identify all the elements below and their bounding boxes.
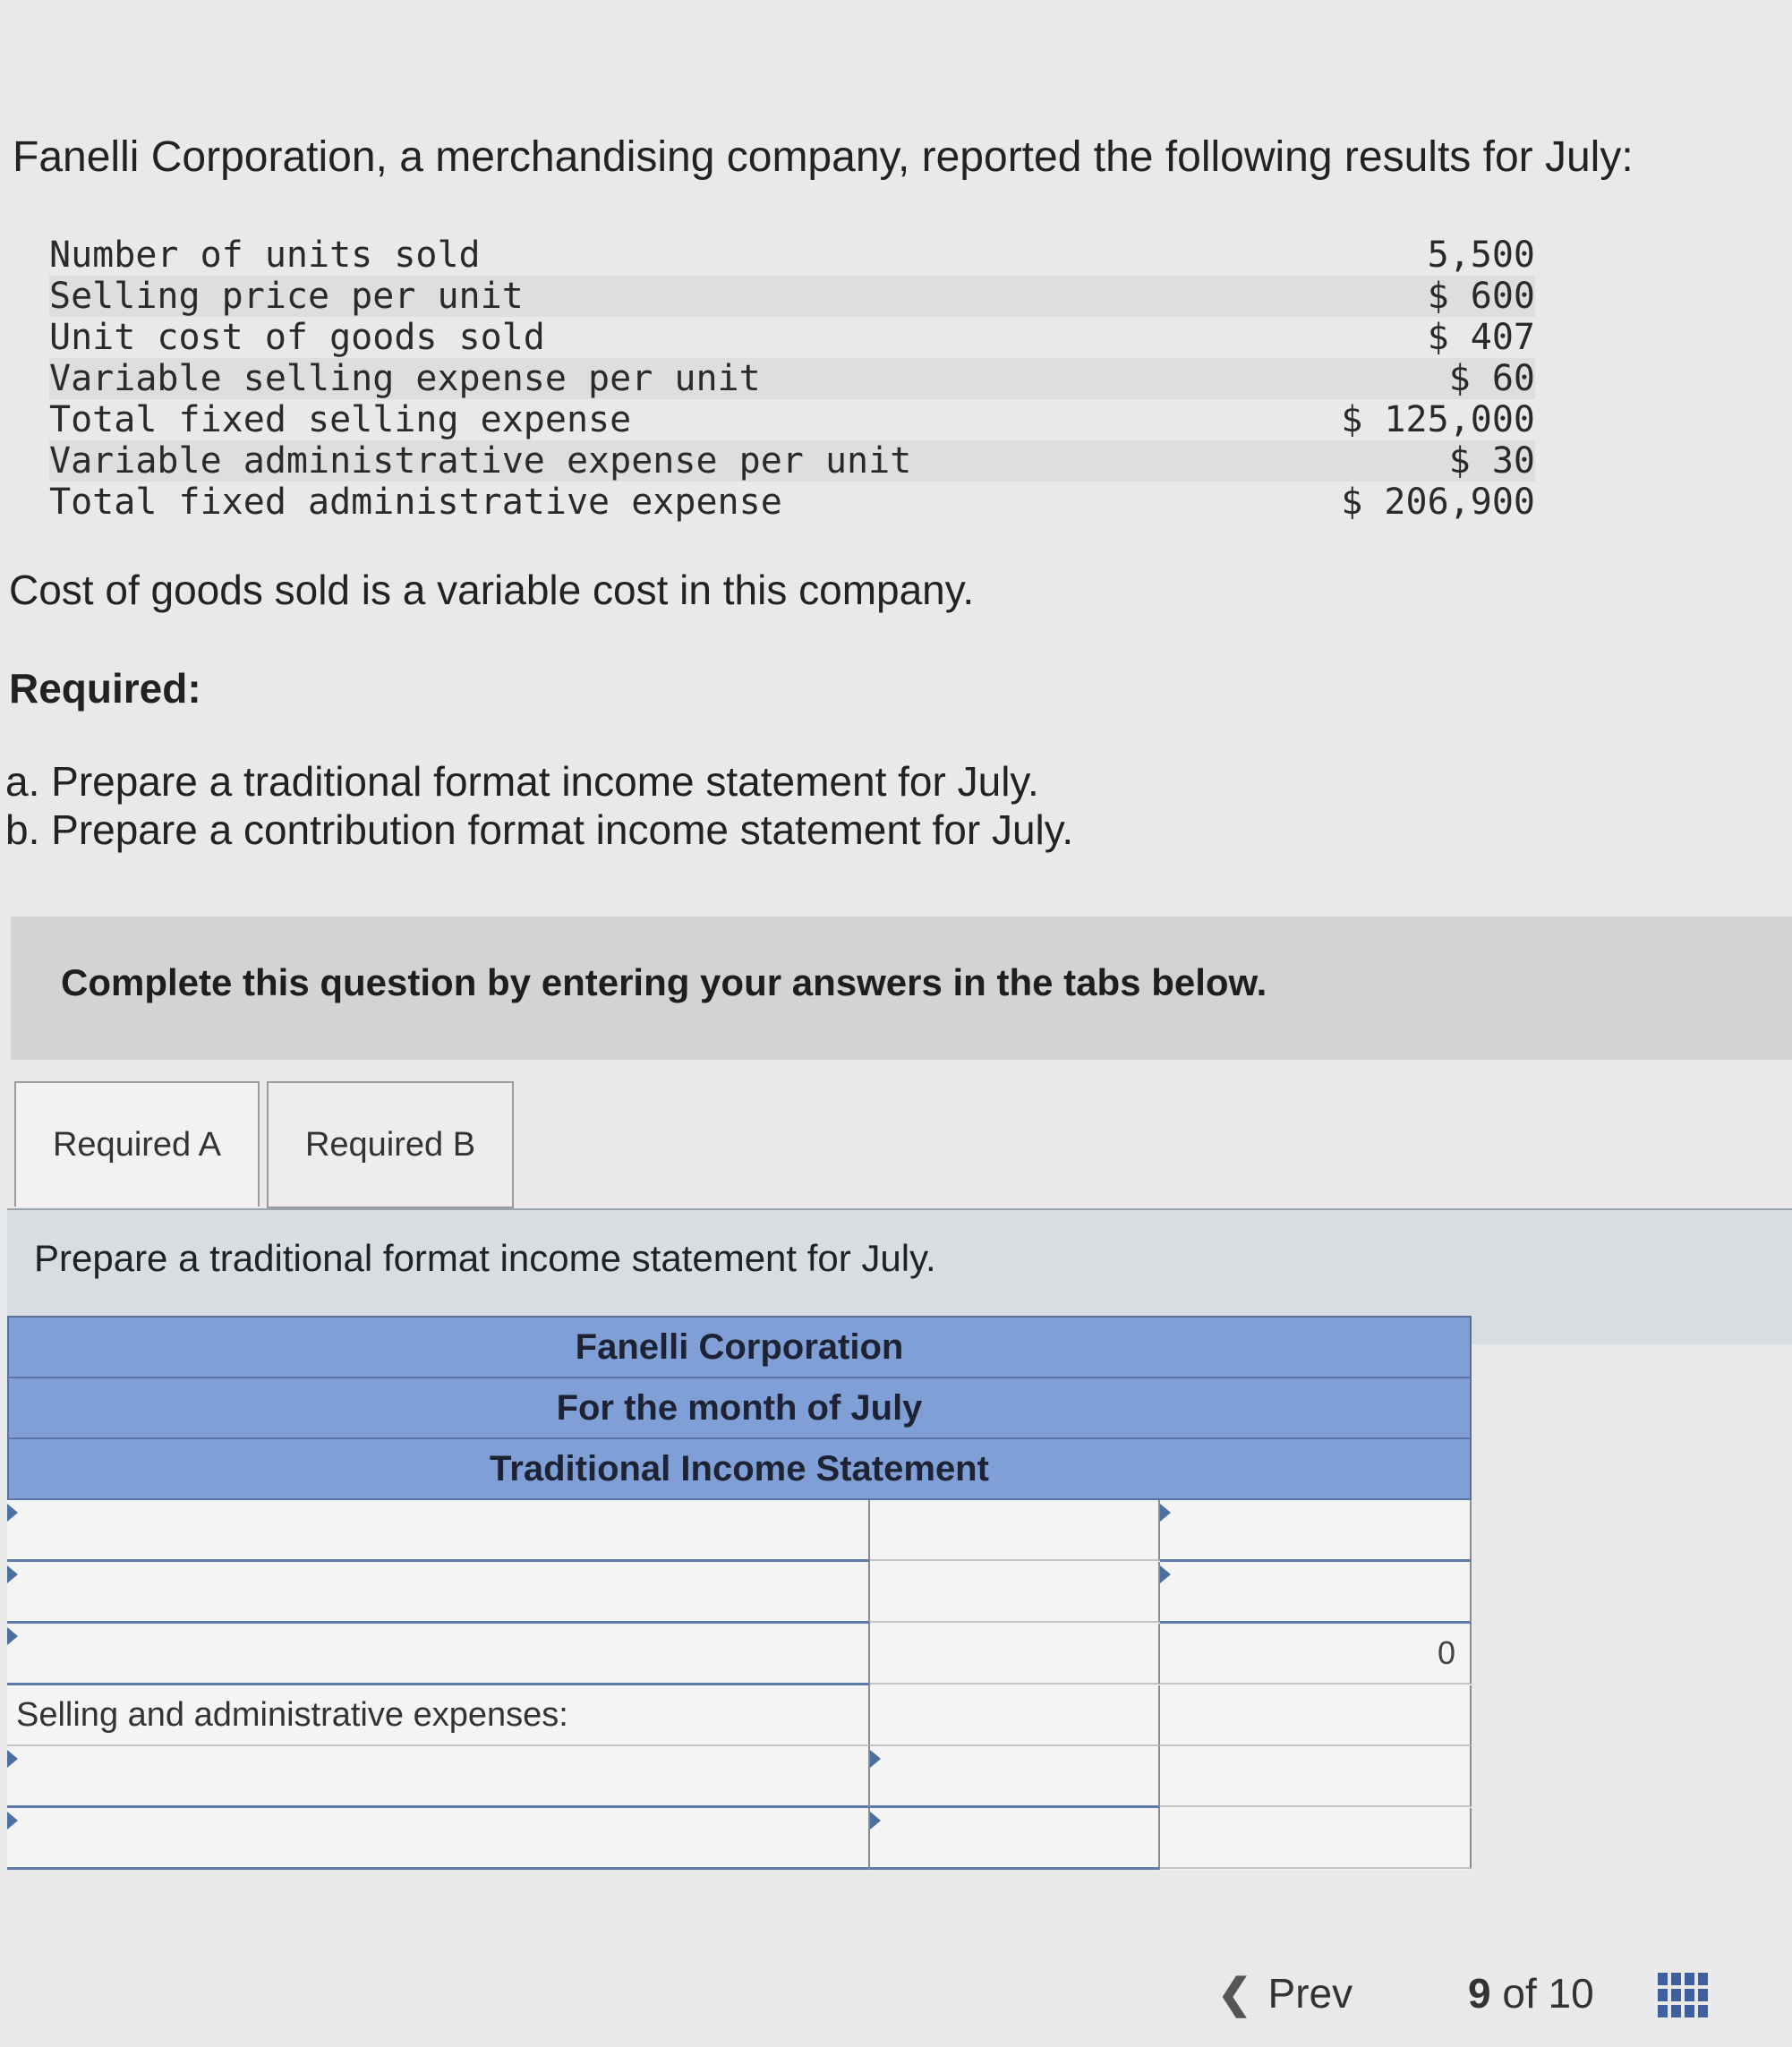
line-label-dropdown[interactable] bbox=[7, 1562, 870, 1624]
amount-cell bbox=[870, 1685, 1160, 1746]
data-label: Number of units sold bbox=[49, 235, 481, 276]
page-total: of 10 bbox=[1502, 1970, 1594, 2017]
data-value: $ 60 bbox=[1448, 358, 1535, 399]
problem-intro: Fanelli Corporation, a merchandising company, reported the following results for July: bbox=[13, 133, 1634, 181]
company-name: Fanelli Corporation bbox=[9, 1318, 1470, 1378]
data-row bbox=[49, 440, 1535, 482]
total-cell bbox=[1160, 1808, 1472, 1869]
required-item-b: b. Prepare a contribution format income statement for July. bbox=[5, 806, 1074, 853]
prev-button[interactable] bbox=[1217, 1969, 1353, 2017]
tab-required-b[interactable]: Required B bbox=[267, 1081, 514, 1208]
computed-total: 0 bbox=[1160, 1624, 1472, 1685]
statement-grid bbox=[7, 1500, 1472, 1870]
amount-cell bbox=[870, 1500, 1160, 1561]
data-label: Unit cost of goods sold bbox=[49, 317, 545, 358]
page-indicator bbox=[1468, 1969, 1594, 2017]
data-label: Selling price per unit bbox=[49, 276, 524, 317]
instructions-banner bbox=[11, 917, 1792, 1060]
income-statement-form bbox=[7, 1316, 1472, 1870]
cogs-note: Cost of goods sold is a variable cost in this company. bbox=[9, 567, 975, 613]
data-value: $ 600 bbox=[1427, 276, 1535, 317]
data-value: $ 30 bbox=[1448, 440, 1535, 482]
data-label: Variable administrative expense per unit bbox=[49, 440, 912, 482]
data-value: 5,500 bbox=[1427, 235, 1535, 276]
statement-period: For the month of July bbox=[9, 1378, 1470, 1439]
current-page: 9 bbox=[1468, 1970, 1491, 2017]
amount-input[interactable] bbox=[870, 1808, 1160, 1870]
data-row bbox=[49, 399, 1535, 440]
data-row bbox=[49, 317, 1535, 358]
data-label: Total fixed administrative expense bbox=[49, 482, 782, 523]
line-label-dropdown[interactable] bbox=[7, 1808, 870, 1870]
data-label: Variable selling expense per unit bbox=[49, 358, 761, 399]
sa-expenses-label: Selling and administrative expenses: bbox=[7, 1685, 870, 1746]
total-cell bbox=[1160, 1746, 1472, 1807]
amount-input[interactable] bbox=[870, 1746, 1160, 1808]
data-row bbox=[49, 482, 1535, 523]
instructions-text: Prepare a traditional format income statement for July. bbox=[34, 1237, 936, 1279]
chevron-left-icon: ❮ bbox=[1217, 1970, 1252, 2017]
total-input[interactable] bbox=[1160, 1562, 1472, 1624]
prev-label: Prev bbox=[1267, 1970, 1353, 2017]
data-row bbox=[49, 235, 1535, 276]
line-label-dropdown[interactable] bbox=[7, 1746, 870, 1808]
required-list bbox=[5, 757, 1073, 854]
line-label-dropdown[interactable] bbox=[7, 1624, 870, 1685]
total-cell bbox=[1160, 1685, 1472, 1746]
data-label: Total fixed selling expense bbox=[49, 399, 632, 440]
line-label-dropdown[interactable] bbox=[7, 1500, 870, 1562]
data-row bbox=[49, 276, 1535, 317]
required-item-a: a. Prepare a traditional format income statement for July. bbox=[5, 758, 1039, 805]
data-value: $ 125,000 bbox=[1341, 399, 1535, 440]
total-input[interactable] bbox=[1160, 1500, 1472, 1562]
required-heading: Required: bbox=[9, 665, 201, 712]
tab-required-a[interactable]: Required A bbox=[14, 1081, 260, 1207]
statement-title: Traditional Income Statement bbox=[9, 1439, 1470, 1500]
statement-header bbox=[7, 1316, 1472, 1500]
amount-cell bbox=[870, 1562, 1160, 1623]
grid-menu-icon[interactable] bbox=[1658, 1973, 1708, 2017]
data-value: $ 407 bbox=[1427, 317, 1535, 358]
given-data-table bbox=[49, 235, 1535, 523]
amount-cell bbox=[870, 1624, 1160, 1685]
data-row bbox=[49, 358, 1535, 399]
data-value: $ 206,900 bbox=[1341, 482, 1535, 523]
banner-text: Complete this question by entering your answers in the tabs below. bbox=[61, 961, 1267, 1003]
